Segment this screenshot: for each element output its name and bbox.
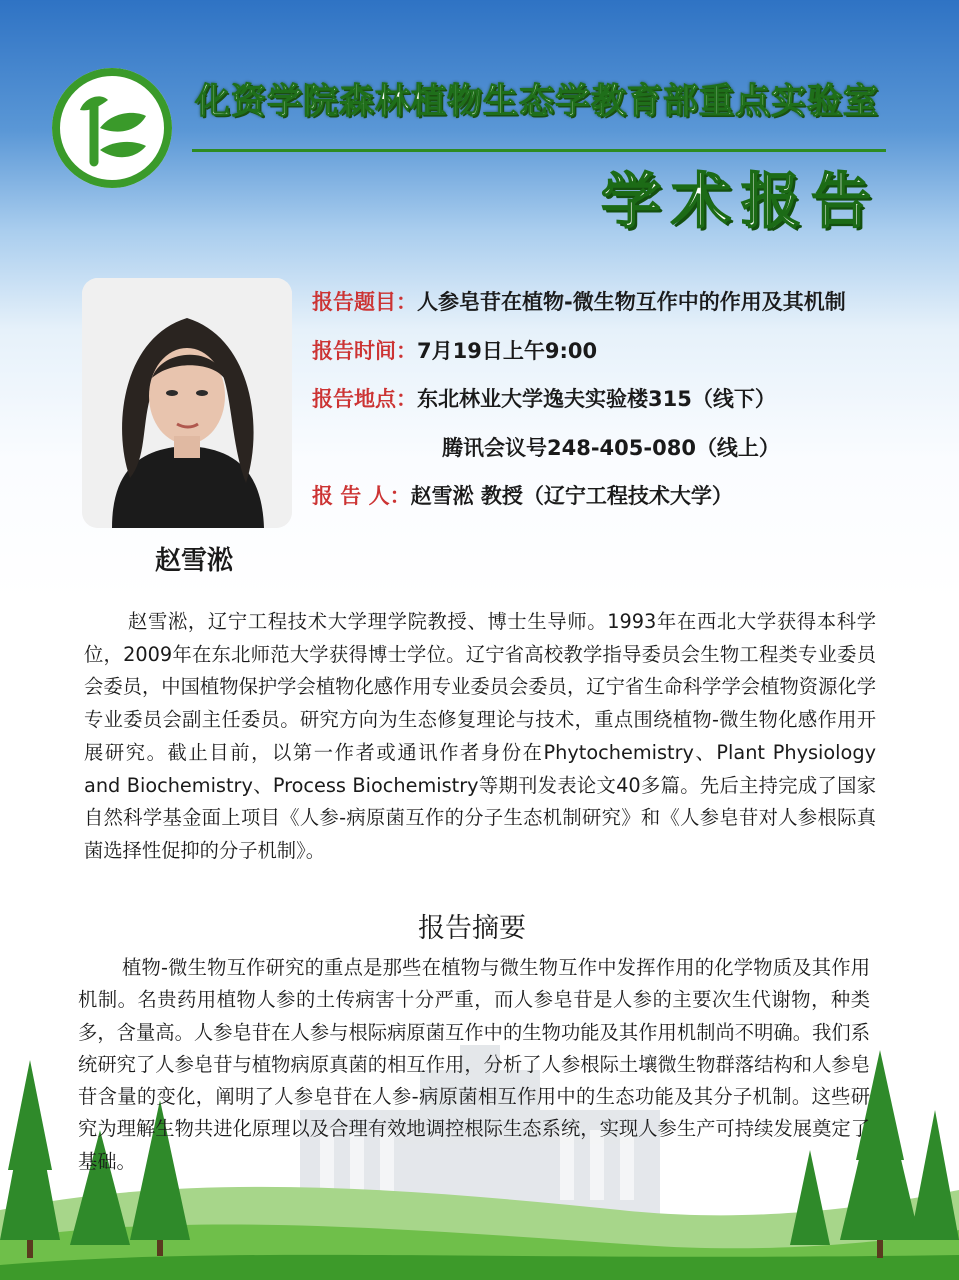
time-label: 报告时间：: [312, 338, 417, 363]
report-heading: 学术报告: [601, 167, 881, 237]
topic-label: 报告题目：: [312, 290, 417, 314]
info-row-time: [312, 331, 952, 380]
speaker-name-caption: 赵雪淞: [154, 546, 233, 576]
org-title: 化资学院森林植物生态学教育部重点实验室: [195, 82, 880, 122]
speaker-label: 报 告 人：: [312, 484, 411, 508]
info-row-topic: [312, 282, 952, 331]
speaker-portrait-icon: [82, 278, 292, 528]
topic-value: 人参皂苷在植物-微生物互作中的作用及其机制: [417, 290, 846, 314]
title-divider: [192, 149, 886, 152]
online-meeting-value: 腾讯会议号248-405-080（线上）: [442, 435, 780, 460]
lab-logo-icon: [50, 66, 174, 190]
info-row-place: [312, 379, 952, 428]
info-row-online: [312, 428, 952, 477]
report-info: [312, 282, 952, 525]
speaker-value: 赵雪淞 教授（辽宁工程技术大学）: [410, 484, 733, 508]
place-label: 报告地点：: [312, 387, 417, 411]
abstract-text: 植物-微生物互作研究的重点是那些在植物与微生物互作中发挥作用的化学物质及其作用机制。名贵药用植物人参的土传病害十分严重，而人参皂苷是人参的主要次生代谢物，种类多，含量高。人参皂苷在人参与根际病原菌互作中的生物功能及其作用机制尚不明确。我们系统研究了人参皂苷与植物病原真菌的相互作用，分析了人参根际土壤微生物群落结构和人参皂苷含量的变化，阐明了人参皂苷在人参-病原菌相互作用中的生态功能及其分子机制。这些研究为理解生物共进化原理以及合理有效地调控根际生态系统，实现人参生产可持续发展奠定了基础。: [78, 956, 870, 1173]
speaker-photo: [82, 278, 292, 528]
speaker-bio: 赵雪淞，辽宁工程技术大学理学院教授、博士生导师。1993年在西北大学获得本科学位，2009年在东北师范大学获得博士学位。辽宁省高校教学指导委员会生物工程类专业委员会委员，中国植物保护学会植物化感作用专业委员会委员，辽宁省生命科学学会植物资源化学专业委员会副主任委员。研究方向为生态修复理论与技术，重点围绕植物-微生物化感作用开展研究。截止目前，以第一作者或通讯作者身份在Phytochemistry、Plant Physiology and Biochemistry、Process Biochemistry等期刊发表论文40多篇。先后主持完成了国家自然科学基金面上项目《人参-病原菌互作的分子生态机制研究》和《人参皂苷对人参根际真菌选择性促抑的分子机制》。: [84, 610, 876, 862]
place-value: 东北林业大学逸夫实验楼315（线下）: [417, 387, 776, 411]
abstract-heading: 报告摘要: [418, 913, 526, 944]
info-row-speaker: [312, 476, 952, 525]
time-value: 7月19日上午9:00: [417, 338, 598, 363]
